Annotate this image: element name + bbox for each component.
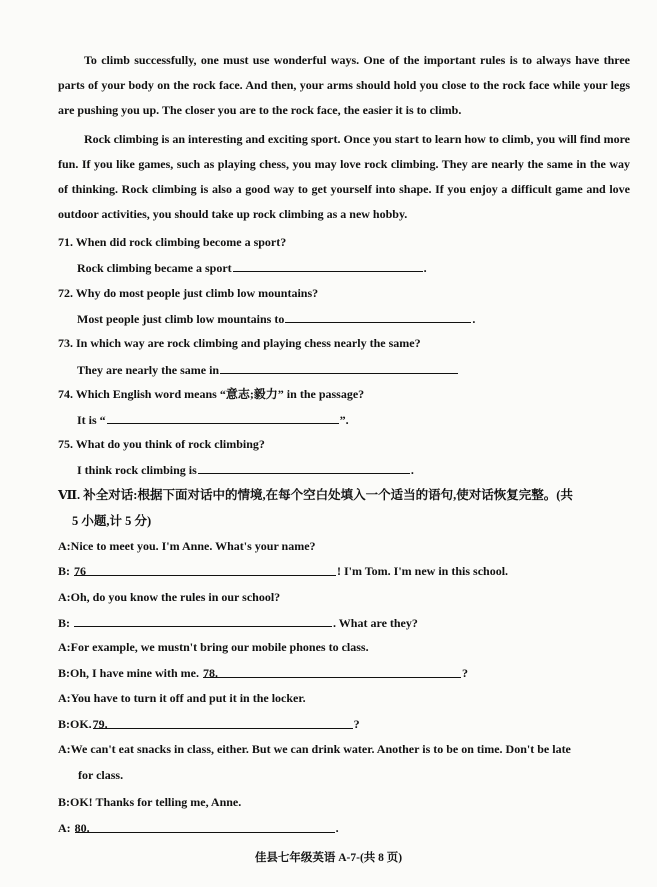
blank-79-number: 79.: [92, 717, 108, 731]
answer-71-prefix: Rock climbing became a sport: [77, 261, 232, 275]
section-7-heading: [58, 482, 633, 534]
answer-75-suffix: .: [410, 463, 414, 477]
answer-73-blank[interactable]: [220, 361, 458, 374]
passage-paragraph-1: [58, 48, 630, 123]
answer-72-suffix: .: [472, 312, 476, 326]
dialogue-line-9: [58, 741, 571, 757]
speaker-label: B:: [58, 616, 70, 630]
dialogue-text: Oh, do you know the rules in our school?: [70, 590, 281, 604]
blank-79[interactable]: [93, 716, 353, 729]
dialogue-line-3: [58, 589, 280, 605]
answer-71-suffix: .: [423, 261, 427, 275]
answer-72: [77, 310, 475, 327]
answer-71-blank[interactable]: [233, 259, 423, 272]
blank-80-number: 80.: [74, 821, 90, 835]
dialogue-line-10: [58, 794, 241, 810]
passage-paragraph-2-text: Rock climbing is an interesting and exciting sport. Once you start to learn how to climb, you will find more fun. If you like games, such as playing chess, you may love rock climbing. They are nearly the same in the way of thinking. Rock climbing is also a good way to get yourself into shape. If you enjoy a difficult game and love outdoor activities, you should take up rock climbing as a new hobby.: [58, 132, 630, 221]
answer-75: [77, 461, 414, 478]
answer-73-prefix: They are nearly the same in: [77, 363, 220, 377]
question-74: 74. Which English word means “意志;毅力” in the passage?: [58, 387, 365, 401]
answer-72-prefix: Most people just climb low mountains to: [77, 312, 285, 326]
answer-75-prefix: I think rock climbing is: [77, 463, 197, 477]
answer-72-blank[interactable]: [285, 310, 471, 323]
blank-76-number: 76: [74, 564, 86, 578]
dialogue-text: ?: [462, 666, 468, 680]
dialogue-line-7: [58, 690, 306, 706]
dialogue-text: Oh, I have mine with me.: [70, 666, 199, 680]
dialogue-line-5: [58, 639, 369, 655]
answer-74-suffix: ”.: [339, 413, 349, 427]
dialogue-text: Nice to meet you. I'm Anne. What's your name?: [70, 539, 316, 553]
answer-75-blank[interactable]: [198, 461, 410, 474]
answer-74-prefix: It is “: [77, 413, 106, 427]
speaker-label: B:: [58, 564, 70, 578]
blank-76[interactable]: [74, 563, 336, 576]
dialogue-line-8: [58, 716, 360, 732]
blank-80[interactable]: [75, 820, 335, 833]
passage-paragraph-2: [58, 127, 630, 227]
dialogue-text: .: [335, 821, 339, 835]
speaker-label: A:: [58, 539, 71, 553]
speaker-label: A:: [58, 590, 71, 604]
passage-paragraph-1-text: To climb successfully, one must use wonderful ways. One of the important rules is to always have three parts of your body on the rock face. And then, your arms should hold you close to the rock face while your legs are pushing you up. The closer you are to the rock face, the easier it is to climb.: [58, 53, 630, 117]
dialogue-text: for class.: [78, 768, 124, 782]
speaker-label: A:: [58, 640, 71, 654]
answer-73: [77, 361, 459, 378]
dialogue-line-11: [58, 820, 339, 836]
speaker-label: B:: [58, 795, 70, 809]
question-71: 71. When did rock climbing become a sport?: [58, 235, 287, 249]
answer-74: [77, 411, 349, 428]
dialogue-text: ?: [353, 717, 360, 731]
question-72: 72. Why do most people just climb low mountains?: [58, 286, 319, 300]
answer-74-blank[interactable]: [107, 411, 339, 424]
dialogue-line-2: [58, 563, 508, 579]
dialogue-text: For example, we mustn't bring our mobile phones to class.: [70, 640, 369, 654]
section-7-heading-line-1: Ⅶ. 补全对话:根据下面对话中的情境,在每个空白处填入一个适当的语句,使对话恢复完整。(共: [58, 488, 573, 502]
dialogue-line-9-cont: [78, 767, 123, 783]
blank-78[interactable]: [203, 665, 461, 678]
page-footer: 佳县七年级英语 A-7-(共 8 页): [254, 852, 403, 864]
blank-78-number: 78.: [203, 666, 218, 680]
question-73: 73. In which way are rock climbing and playing chess nearly the same?: [58, 336, 421, 350]
blank-77[interactable]: [74, 614, 332, 627]
dialogue-line-1: [58, 538, 316, 554]
speaker-label: A:: [58, 691, 71, 705]
question-75: 75. What do you think of rock climbing?: [58, 437, 265, 451]
dialogue-text: OK! Thanks for telling me, Anne.: [70, 795, 242, 809]
section-7-heading-line-2: 5 小题,计 5 分): [72, 514, 152, 528]
dialogue-text: You have to turn it off and put it in the locker.: [70, 691, 306, 705]
dialogue-text: OK.: [70, 717, 92, 731]
dialogue-text: ! I'm Tom. I'm new in this school.: [337, 564, 509, 578]
speaker-label: A:: [58, 821, 71, 835]
dialogue-text: . What are they?: [333, 616, 418, 630]
answer-71: [77, 259, 427, 276]
dialogue-line-4: [58, 614, 418, 631]
speaker-label: B:: [58, 666, 70, 680]
speaker-label: A:: [58, 742, 71, 756]
dialogue-text: We can't eat snacks in class, either. But we can drink water. Another is to be on time. Don't be late: [70, 742, 571, 756]
dialogue-line-6: [58, 665, 468, 681]
speaker-label: B:: [58, 717, 70, 731]
